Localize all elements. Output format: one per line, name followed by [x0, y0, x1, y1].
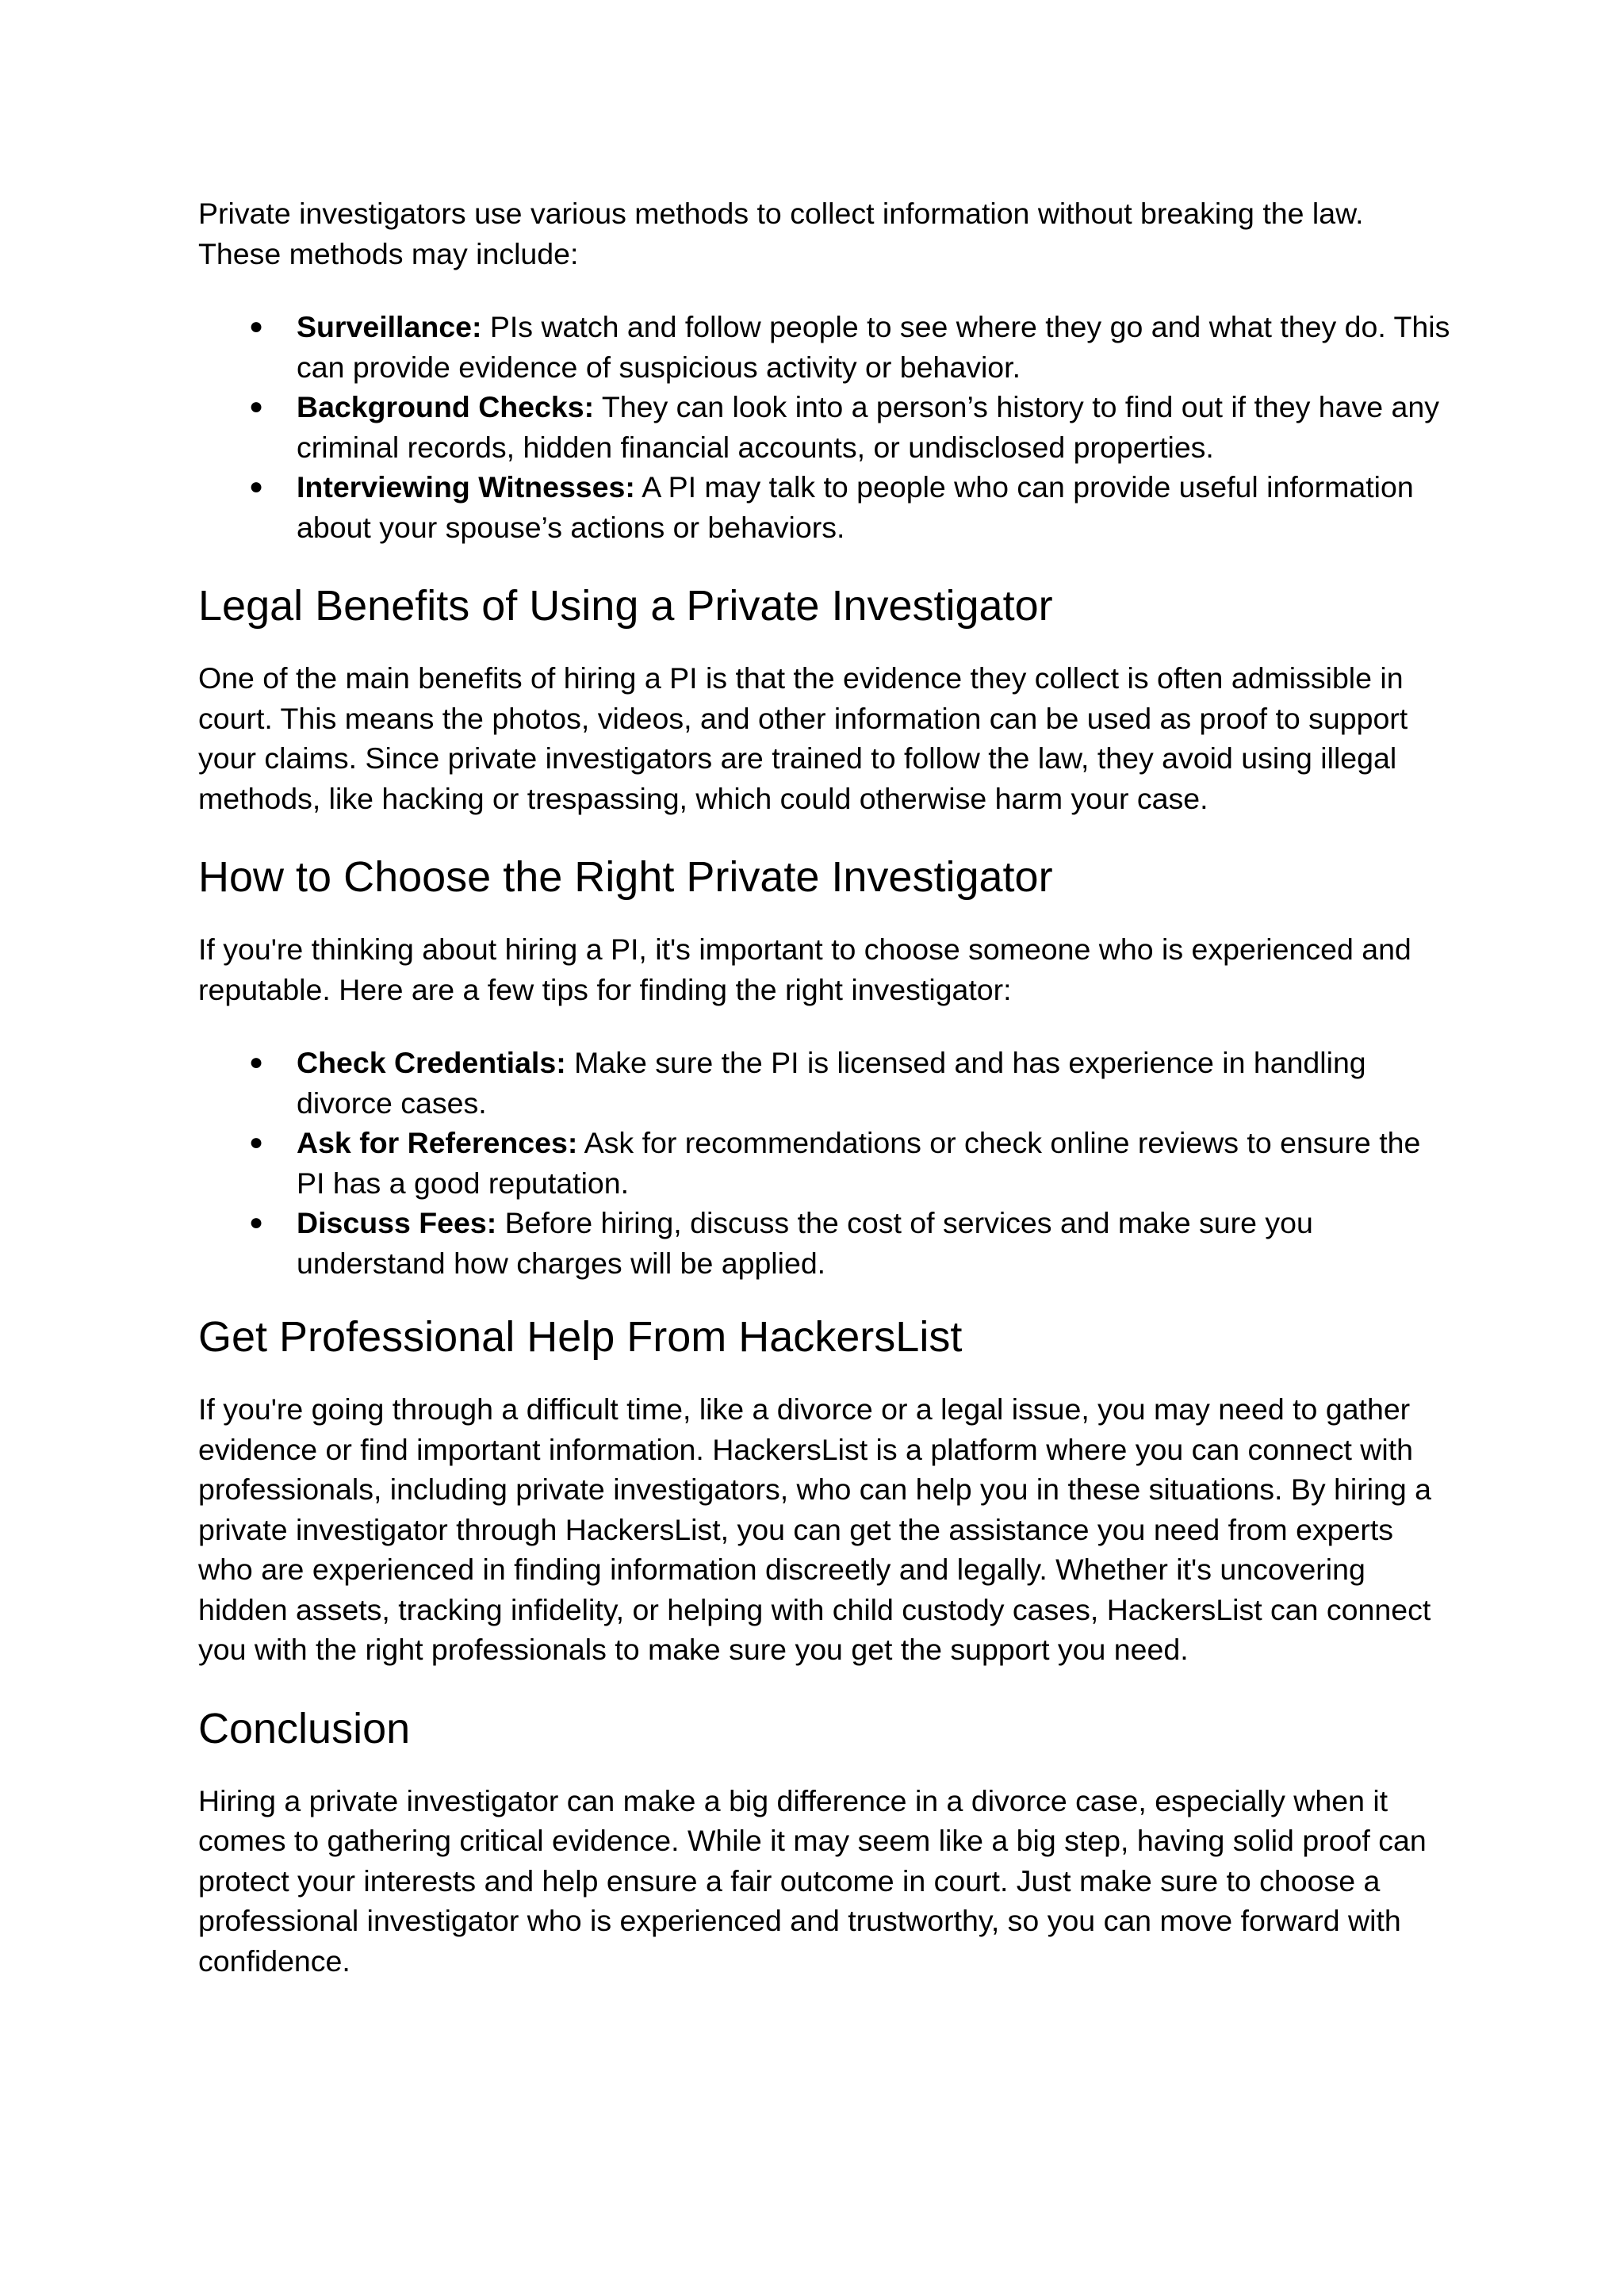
document-page — [198, 193, 1451, 1981]
intro-paragraph: Private investigators use various methods to collect information without breaking the law. These methods may include: — [198, 197, 1364, 270]
list-item — [198, 467, 1451, 547]
list-item — [198, 1123, 1451, 1203]
bullet-icon: ● — [249, 473, 264, 500]
list-item — [198, 307, 1451, 387]
list-item-text: Before hiring, discuss the cost of services and make sure you understand how charges will be applied. — [297, 1206, 1313, 1280]
conclusion-paragraph: Hiring a private investigator can make a big difference in a divorce case, especially when it comes to gathering critical evidence. While it may seem like a big step, having solid proof can protect your interests and help ensure a fair outcome in court. Just make sure to choose a professional investigator who is experienced and trustworthy, so you can move forward with confidence. — [198, 1783, 1427, 1978]
professional-help-heading: Get Professional Help From HackersList — [198, 1313, 963, 1361]
list-item-term: Interviewing Witnesses: — [297, 470, 635, 504]
list-item-term: Discuss Fees: — [297, 1206, 497, 1239]
list-item-term: Ask for References: — [297, 1126, 578, 1159]
tips-list — [198, 1043, 1451, 1283]
list-item-term: Surveillance: — [297, 310, 482, 343]
list-item-text: Ask for recommendations or check online reviews to ensure the PI has a good reputation. — [297, 1126, 1421, 1200]
bullet-icon: ● — [249, 1129, 264, 1155]
bullet-icon: ● — [249, 1049, 264, 1075]
list-item-text: PIs watch and follow people to see where they go and what they do. This can provide evidence of suspicious activity or behavior. — [297, 310, 1450, 384]
legal-benefits-heading: Legal Benefits of Using a Private Investigator — [198, 582, 1053, 630]
choose-investigator-paragraph: If you're thinking about hiring a PI, it's important to choose someone who is experienced and reputable. Here are a few tips for finding the right investigator: — [198, 933, 1411, 1006]
list-item — [198, 387, 1451, 467]
conclusion-heading: Conclusion — [198, 1704, 411, 1752]
list-item — [198, 1043, 1451, 1123]
list-item-text: A PI may talk to people who can provide useful information about your spouse’s actions or behaviors. — [297, 470, 1414, 544]
choose-investigator-heading: How to Choose the Right Private Investigator — [198, 853, 1053, 901]
list-item-text: They can look into a person’s history to find out if they have any criminal records, hidden financial accounts, or undisclosed properties. — [297, 390, 1440, 464]
bullet-icon: ● — [249, 393, 264, 419]
bullet-icon: ● — [249, 1209, 264, 1235]
bullet-icon: ● — [249, 313, 264, 339]
professional-help-paragraph: If you're going through a difficult time, like a divorce or a legal issue, you may need to gather evidence or find important information. HackersList is a platform where you can connect with professionals, including private investigators, who can help you in these situations. By hiring a private investigator through HackersList, you can get the assistance you need from experts who are experienced in finding information discreetly and legally. Whether it's uncovering hidden assets, tracking infidelity, or helping with child custody cases, HackersList can connect you with the right professionals to make sure you get the support you need. — [198, 1392, 1432, 1666]
legal-benefits-paragraph: One of the main benefits of hiring a PI is that the evidence they collect is often admissible in court. This means the photos, videos, and other information can be used as proof to support your claims. Since private investigators are trained to follow the law, they avoid using illegal methods, like hacking or trespassing, which could otherwise harm your case. — [198, 661, 1408, 815]
methods-list — [198, 307, 1451, 547]
list-item-text: Make sure the PI is licensed and has experience in handling divorce cases. — [297, 1046, 1366, 1120]
list-item-term: Check Credentials: — [297, 1046, 566, 1079]
list-item-term: Background Checks: — [297, 390, 595, 423]
list-item — [198, 1203, 1451, 1283]
